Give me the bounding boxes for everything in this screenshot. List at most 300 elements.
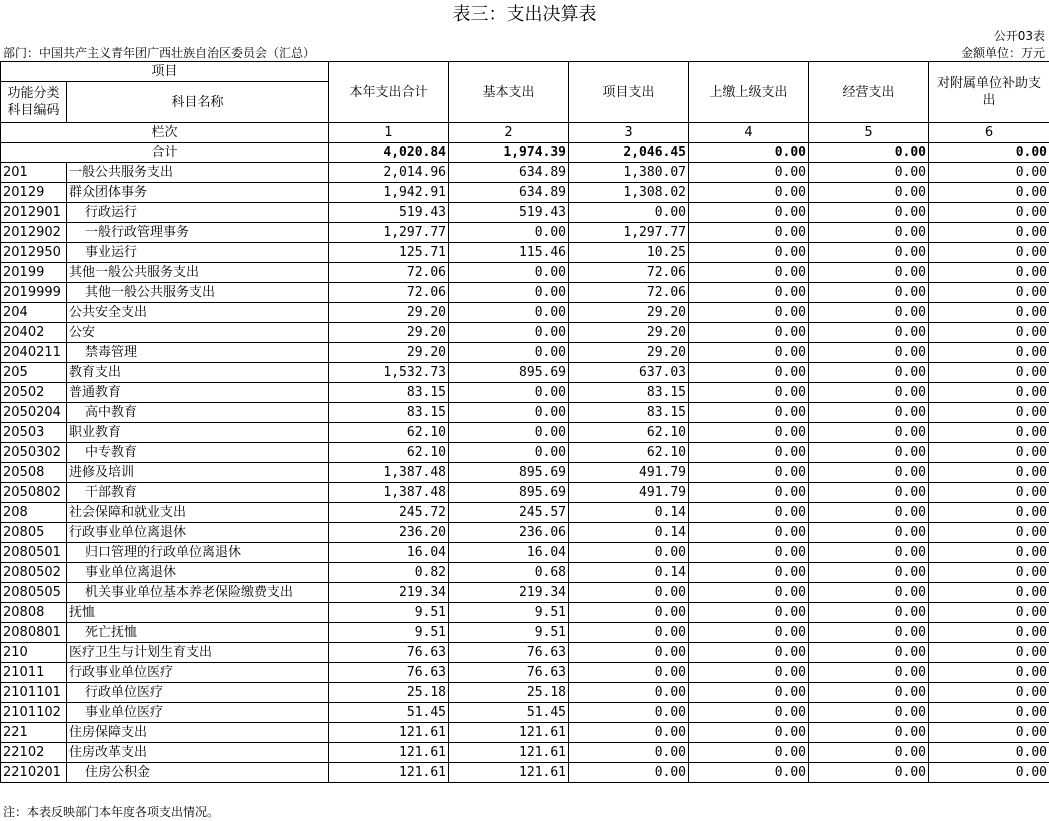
project-header: 项目: [1, 62, 329, 82]
table-row: [1, 383, 1049, 403]
col-number-1: 1: [329, 123, 449, 143]
value-subsidy-cell: 0.00: [929, 723, 1049, 743]
table-row: [1, 743, 1049, 763]
subject-cell: 社会保障和就业支出: [67, 503, 329, 523]
subject-cell: 行政运行: [67, 203, 329, 223]
total-label: 合计: [1, 143, 329, 163]
code-cell: 221: [1, 723, 67, 743]
subject-cell: 其他一般公共服务支出: [67, 263, 329, 283]
value-total-cell: 76.63: [329, 643, 449, 663]
value-upper-cell: 0.00: [689, 183, 809, 203]
code-cell: 2019999: [1, 283, 67, 303]
value-business-cell: 0.00: [809, 243, 929, 263]
value-basic-cell: 0.00: [449, 283, 569, 303]
value-project-cell: 0.00: [569, 683, 689, 703]
code-cell: 20805: [1, 523, 67, 543]
value-upper-cell: 0.00: [689, 663, 809, 683]
subject-cell: 一般公共服务支出: [67, 163, 329, 183]
value-project-cell: 1,297.77: [569, 223, 689, 243]
table-row: [1, 543, 1049, 563]
value-basic-cell: 0.00: [449, 423, 569, 443]
value-total-cell: 1,387.48: [329, 483, 449, 503]
subject-cell: 职业教育: [67, 423, 329, 443]
value-subsidy-cell: 0.00: [929, 303, 1049, 323]
value-project-cell: 0.00: [569, 643, 689, 663]
value-business-cell: 0.00: [809, 383, 929, 403]
col-header-2: 基本支出: [449, 62, 569, 123]
table-row: [1, 163, 1049, 183]
value-project-cell: 0.00: [569, 663, 689, 683]
code-cell: 208: [1, 503, 67, 523]
value-basic-cell: 0.00: [449, 303, 569, 323]
subject-cell: 行政单位医疗: [67, 683, 329, 703]
table-row: [1, 323, 1049, 343]
col-header-3: 项目支出: [569, 62, 689, 123]
value-subsidy-cell: 0.00: [929, 203, 1049, 223]
value-total-cell: 83.15: [329, 383, 449, 403]
value-business-cell: 0.00: [809, 263, 929, 283]
table-row: [1, 683, 1049, 703]
table-row: [1, 443, 1049, 463]
total-value-3: 2,046.45: [569, 143, 689, 163]
value-subsidy-cell: 0.00: [929, 323, 1049, 343]
value-subsidy-cell: 0.00: [929, 223, 1049, 243]
value-total-cell: 1,942.91: [329, 183, 449, 203]
subject-cell: 干部教育: [67, 483, 329, 503]
subject-cell: 死亡抚恤: [67, 623, 329, 643]
value-basic-cell: 121.61: [449, 743, 569, 763]
value-business-cell: 0.00: [809, 163, 929, 183]
value-basic-cell: 121.61: [449, 723, 569, 743]
value-upper-cell: 0.00: [689, 243, 809, 263]
value-subsidy-cell: 0.00: [929, 523, 1049, 543]
value-upper-cell: 0.00: [689, 543, 809, 563]
table-row: [1, 343, 1049, 363]
value-basic-cell: 0.00: [449, 403, 569, 423]
code-cell: 2012901: [1, 203, 67, 223]
value-subsidy-cell: 0.00: [929, 683, 1049, 703]
col-number-2: 2: [449, 123, 569, 143]
subject-cell: 一般行政管理事务: [67, 223, 329, 243]
value-upper-cell: 0.00: [689, 743, 809, 763]
value-upper-cell: 0.00: [689, 603, 809, 623]
value-business-cell: 0.00: [809, 563, 929, 583]
value-subsidy-cell: 0.00: [929, 483, 1049, 503]
value-upper-cell: 0.00: [689, 643, 809, 663]
value-basic-cell: 121.61: [449, 763, 569, 783]
value-project-cell: 491.79: [569, 483, 689, 503]
value-project-cell: 0.14: [569, 563, 689, 583]
footnote: 注：本表反映部门本年度各项支出情况。: [3, 805, 220, 819]
value-basic-cell: 76.63: [449, 643, 569, 663]
subject-cell: 抚恤: [67, 603, 329, 623]
col-number-4: 4: [689, 123, 809, 143]
value-project-cell: 29.20: [569, 303, 689, 323]
code-cell: 2210201: [1, 763, 67, 783]
value-business-cell: 0.00: [809, 283, 929, 303]
value-basic-cell: 245.57: [449, 503, 569, 523]
value-business-cell: 0.00: [809, 323, 929, 343]
value-business-cell: 0.00: [809, 723, 929, 743]
total-value-6: 0.00: [929, 143, 1049, 163]
subject-cell: 高中教育: [67, 403, 329, 423]
value-basic-cell: 9.51: [449, 603, 569, 623]
value-upper-cell: 0.00: [689, 203, 809, 223]
value-total-cell: 25.18: [329, 683, 449, 703]
value-upper-cell: 0.00: [689, 443, 809, 463]
value-upper-cell: 0.00: [689, 623, 809, 643]
subject-cell: 归口管理的行政单位离退休: [67, 543, 329, 563]
value-total-cell: 76.63: [329, 663, 449, 683]
value-subsidy-cell: 0.00: [929, 163, 1049, 183]
value-project-cell: 83.15: [569, 403, 689, 423]
table-row: [1, 263, 1049, 283]
value-upper-cell: 0.00: [689, 763, 809, 783]
table-row: [1, 303, 1049, 323]
value-business-cell: 0.00: [809, 663, 929, 683]
table-row: [1, 423, 1049, 443]
value-business-cell: 0.00: [809, 763, 929, 783]
value-project-cell: 491.79: [569, 463, 689, 483]
subject-cell: 行政事业单位离退休: [67, 523, 329, 543]
code-cell: 20402: [1, 323, 67, 343]
value-business-cell: 0.00: [809, 223, 929, 243]
value-basic-cell: 16.04: [449, 543, 569, 563]
row-number-label: 栏次: [1, 123, 329, 143]
value-total-cell: 125.71: [329, 243, 449, 263]
value-business-cell: 0.00: [809, 463, 929, 483]
table-row: [1, 403, 1049, 423]
value-subsidy-cell: 0.00: [929, 763, 1049, 783]
value-business-cell: 0.00: [809, 703, 929, 723]
value-subsidy-cell: 0.00: [929, 663, 1049, 683]
value-total-cell: 1,387.48: [329, 463, 449, 483]
value-total-cell: 219.34: [329, 583, 449, 603]
value-upper-cell: 0.00: [689, 723, 809, 743]
department-label: 部门：中国共产主义青年团广西壮族自治区委员会（汇总）: [3, 46, 316, 60]
code-cell: 20129: [1, 183, 67, 203]
table-row: [1, 703, 1049, 723]
value-business-cell: 0.00: [809, 343, 929, 363]
subject-cell: 公共安全支出: [67, 303, 329, 323]
value-basic-cell: 0.00: [449, 223, 569, 243]
value-subsidy-cell: 0.00: [929, 583, 1049, 603]
code-cell: 2012902: [1, 223, 67, 243]
value-subsidy-cell: 0.00: [929, 423, 1049, 443]
value-basic-cell: 634.89: [449, 183, 569, 203]
code-cell: 205: [1, 363, 67, 383]
subject-cell: 事业单位离退休: [67, 563, 329, 583]
value-business-cell: 0.00: [809, 683, 929, 703]
code-cell: 20508: [1, 463, 67, 483]
value-basic-cell: 0.00: [449, 343, 569, 363]
value-project-cell: 0.00: [569, 703, 689, 723]
unit-label: 金额单位：万元: [960, 46, 1045, 60]
value-subsidy-cell: 0.00: [929, 623, 1049, 643]
subject-cell: 教育支出: [67, 363, 329, 383]
value-basic-cell: 0.00: [449, 263, 569, 283]
col-header-4: 上缴上级支出: [689, 62, 809, 123]
value-total-cell: 72.06: [329, 263, 449, 283]
value-project-cell: 83.15: [569, 383, 689, 403]
value-subsidy-cell: 0.00: [929, 643, 1049, 663]
code-cell: 210: [1, 643, 67, 663]
value-subsidy-cell: 0.00: [929, 443, 1049, 463]
table-row: [1, 243, 1049, 263]
value-total-cell: 62.10: [329, 423, 449, 443]
total-value-4: 0.00: [689, 143, 809, 163]
code-cell: 2012950: [1, 243, 67, 263]
value-business-cell: 0.00: [809, 443, 929, 463]
table-row: [1, 463, 1049, 483]
value-basic-cell: 25.18: [449, 683, 569, 703]
table-row: [1, 223, 1049, 243]
table-row: [1, 583, 1049, 603]
value-business-cell: 0.00: [809, 363, 929, 383]
subject-cell: 群众团体事务: [67, 183, 329, 203]
value-upper-cell: 0.00: [689, 483, 809, 503]
code-cell: 204: [1, 303, 67, 323]
value-basic-cell: 51.45: [449, 703, 569, 723]
total-row: [1, 143, 1049, 163]
table-row: [1, 363, 1049, 383]
table-row: [1, 643, 1049, 663]
total-value-5: 0.00: [809, 143, 929, 163]
value-business-cell: 0.00: [809, 303, 929, 323]
subject-cell: 中专教育: [67, 443, 329, 463]
value-basic-cell: 634.89: [449, 163, 569, 183]
value-basic-cell: 519.43: [449, 203, 569, 223]
subject-cell: 医疗卫生与计划生育支出: [67, 643, 329, 663]
value-subsidy-cell: 0.00: [929, 263, 1049, 283]
value-total-cell: 9.51: [329, 623, 449, 643]
value-subsidy-cell: 0.00: [929, 503, 1049, 523]
total-value-2: 1,974.39: [449, 143, 569, 163]
value-total-cell: 29.20: [329, 303, 449, 323]
col-number-3: 3: [569, 123, 689, 143]
subject-cell: 行政事业单位医疗: [67, 663, 329, 683]
code-cell: 2080502: [1, 563, 67, 583]
value-total-cell: 1,297.77: [329, 223, 449, 243]
table-code: 公开03表: [993, 29, 1045, 43]
value-total-cell: 121.61: [329, 743, 449, 763]
value-upper-cell: 0.00: [689, 363, 809, 383]
value-basic-cell: 9.51: [449, 623, 569, 643]
subject-cell: 住房公积金: [67, 763, 329, 783]
code-cell: 201: [1, 163, 67, 183]
code-cell: 20503: [1, 423, 67, 443]
subject-cell: 事业单位医疗: [67, 703, 329, 723]
value-upper-cell: 0.00: [689, 263, 809, 283]
code-cell: 20808: [1, 603, 67, 623]
value-business-cell: 0.00: [809, 203, 929, 223]
code-cell: 2050302: [1, 443, 67, 463]
value-project-cell: 10.25: [569, 243, 689, 263]
value-subsidy-cell: 0.00: [929, 603, 1049, 623]
value-business-cell: 0.00: [809, 623, 929, 643]
value-business-cell: 0.00: [809, 403, 929, 423]
value-project-cell: 0.14: [569, 523, 689, 543]
value-total-cell: 245.72: [329, 503, 449, 523]
table-row: [1, 723, 1049, 743]
value-upper-cell: 0.00: [689, 163, 809, 183]
value-project-cell: 0.00: [569, 743, 689, 763]
value-subsidy-cell: 0.00: [929, 183, 1049, 203]
table-row: [1, 483, 1049, 503]
value-basic-cell: 895.69: [449, 483, 569, 503]
value-basic-cell: 236.06: [449, 523, 569, 543]
value-project-cell: 72.06: [569, 263, 689, 283]
table-row: [1, 563, 1049, 583]
value-total-cell: 72.06: [329, 283, 449, 303]
table-row: [1, 203, 1049, 223]
code-cell: 21011: [1, 663, 67, 683]
value-upper-cell: 0.00: [689, 323, 809, 343]
value-business-cell: 0.00: [809, 183, 929, 203]
value-business-cell: 0.00: [809, 743, 929, 763]
subject-cell: 机关事业单位基本养老保险缴费支出: [67, 583, 329, 603]
col-header-1: 本年支出合计: [329, 62, 449, 123]
col-header-6: 对附属单位补助支出: [929, 62, 1049, 123]
value-total-cell: 0.82: [329, 563, 449, 583]
table-row: [1, 523, 1049, 543]
value-upper-cell: 0.00: [689, 683, 809, 703]
subject-cell: 进修及培训: [67, 463, 329, 483]
value-total-cell: 236.20: [329, 523, 449, 543]
value-subsidy-cell: 0.00: [929, 383, 1049, 403]
value-subsidy-cell: 0.00: [929, 463, 1049, 483]
value-total-cell: 519.43: [329, 203, 449, 223]
value-business-cell: 0.00: [809, 503, 929, 523]
value-subsidy-cell: 0.00: [929, 283, 1049, 303]
value-project-cell: 0.00: [569, 603, 689, 623]
code-cell: 2101102: [1, 703, 67, 723]
table-row: [1, 183, 1049, 203]
value-total-cell: 1,532.73: [329, 363, 449, 383]
table-row: [1, 623, 1049, 643]
value-total-cell: 121.61: [329, 763, 449, 783]
value-project-cell: 72.06: [569, 283, 689, 303]
page-title: 表三：支出决算表: [452, 4, 597, 25]
subject-cell: 住房保障支出: [67, 723, 329, 743]
value-project-cell: 0.00: [569, 723, 689, 743]
value-upper-cell: 0.00: [689, 503, 809, 523]
value-total-cell: 29.20: [329, 323, 449, 343]
value-subsidy-cell: 0.00: [929, 703, 1049, 723]
value-basic-cell: 0.00: [449, 443, 569, 463]
value-project-cell: 0.00: [569, 543, 689, 563]
total-value-1: 4,020.84: [329, 143, 449, 163]
value-total-cell: 83.15: [329, 403, 449, 423]
table-row: [1, 283, 1049, 303]
value-project-cell: 0.00: [569, 763, 689, 783]
value-project-cell: 0.00: [569, 623, 689, 643]
func-code-header: 功能分类 科目编码: [1, 82, 67, 123]
value-upper-cell: 0.00: [689, 583, 809, 603]
value-upper-cell: 0.00: [689, 403, 809, 423]
value-project-cell: 0.00: [569, 583, 689, 603]
code-cell: 2050204: [1, 403, 67, 423]
value-basic-cell: 76.63: [449, 663, 569, 683]
value-subsidy-cell: 0.00: [929, 243, 1049, 263]
value-subsidy-cell: 0.00: [929, 743, 1049, 763]
subject-cell: 禁毒管理: [67, 343, 329, 363]
col-header-5: 经营支出: [809, 62, 929, 123]
value-project-cell: 1,380.07: [569, 163, 689, 183]
value-business-cell: 0.00: [809, 543, 929, 563]
table-row: [1, 663, 1049, 683]
value-upper-cell: 0.00: [689, 463, 809, 483]
value-business-cell: 0.00: [809, 583, 929, 603]
subject-cell: 其他一般公共服务支出: [67, 283, 329, 303]
code-cell: 20199: [1, 263, 67, 283]
value-upper-cell: 0.00: [689, 563, 809, 583]
value-basic-cell: 895.69: [449, 363, 569, 383]
value-project-cell: 62.10: [569, 443, 689, 463]
subject-header: 科目名称: [67, 82, 329, 123]
value-upper-cell: 0.00: [689, 303, 809, 323]
table-row: [1, 763, 1049, 783]
value-basic-cell: 0.68: [449, 563, 569, 583]
value-total-cell: 29.20: [329, 343, 449, 363]
value-total-cell: 16.04: [329, 543, 449, 563]
value-subsidy-cell: 0.00: [929, 343, 1049, 363]
value-project-cell: 29.20: [569, 323, 689, 343]
code-cell: 2101101: [1, 683, 67, 703]
value-business-cell: 0.00: [809, 643, 929, 663]
value-total-cell: 2,014.96: [329, 163, 449, 183]
value-total-cell: 62.10: [329, 443, 449, 463]
value-project-cell: 637.03: [569, 363, 689, 383]
value-total-cell: 51.45: [329, 703, 449, 723]
value-project-cell: 62.10: [569, 423, 689, 443]
value-subsidy-cell: 0.00: [929, 363, 1049, 383]
value-subsidy-cell: 0.00: [929, 563, 1049, 583]
subject-cell: 住房改革支出: [67, 743, 329, 763]
value-business-cell: 0.00: [809, 423, 929, 443]
code-cell: 2080505: [1, 583, 67, 603]
code-cell: 2080801: [1, 623, 67, 643]
value-project-cell: 29.20: [569, 343, 689, 363]
value-subsidy-cell: 0.00: [929, 403, 1049, 423]
value-basic-cell: 0.00: [449, 323, 569, 343]
value-total-cell: 121.61: [329, 723, 449, 743]
value-business-cell: 0.00: [809, 603, 929, 623]
value-upper-cell: 0.00: [689, 423, 809, 443]
code-cell: 20502: [1, 383, 67, 403]
code-cell: 2040211: [1, 343, 67, 363]
value-project-cell: 0.14: [569, 503, 689, 523]
subject-cell: 事业运行: [67, 243, 329, 263]
value-business-cell: 0.00: [809, 523, 929, 543]
code-cell: 22102: [1, 743, 67, 763]
subject-cell: 普通教育: [67, 383, 329, 403]
value-upper-cell: 0.00: [689, 343, 809, 363]
value-upper-cell: 0.00: [689, 383, 809, 403]
col-number-6: 6: [929, 123, 1049, 143]
value-basic-cell: 0.00: [449, 383, 569, 403]
table-row: [1, 503, 1049, 523]
code-cell: 2080501: [1, 543, 67, 563]
value-basic-cell: 219.34: [449, 583, 569, 603]
col-number-5: 5: [809, 123, 929, 143]
table-row: [1, 603, 1049, 623]
value-upper-cell: 0.00: [689, 703, 809, 723]
value-upper-cell: 0.00: [689, 523, 809, 543]
subject-cell: 公安: [67, 323, 329, 343]
value-basic-cell: 895.69: [449, 463, 569, 483]
value-upper-cell: 0.00: [689, 223, 809, 243]
